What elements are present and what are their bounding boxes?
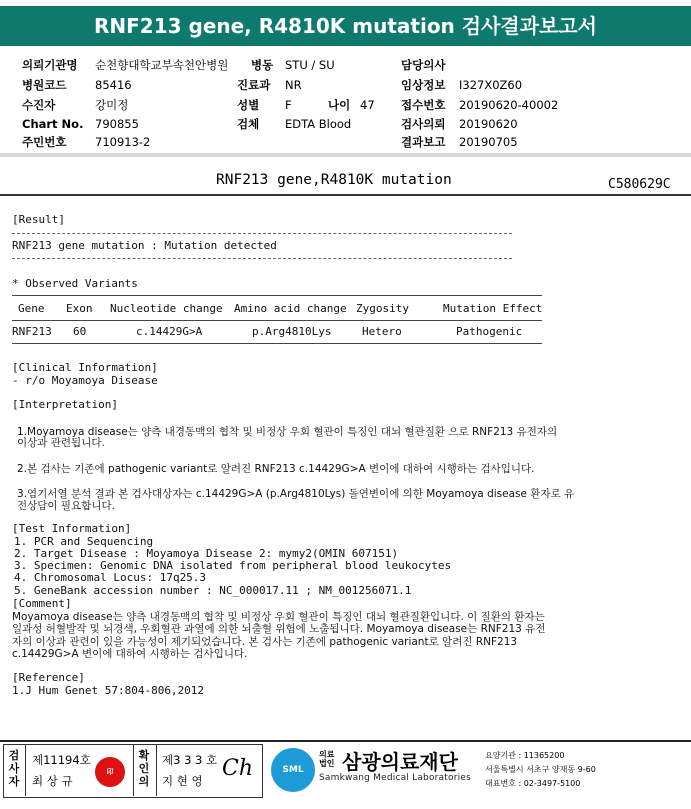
confirmer-label-1: 확: [138, 749, 150, 762]
inspector-license: 제11194호: [32, 753, 91, 767]
variants-rule-top: [12, 295, 542, 296]
result-heading: [Result]: [12, 213, 65, 226]
confirmer-label-2: 인: [138, 762, 150, 775]
observed-heading: * Observed Variants: [12, 277, 138, 290]
test-info-1: 1. PCR and Sequencing: [14, 535, 154, 548]
interpretation-heading: [Interpretation]: [12, 398, 118, 411]
label-specimen: 검체: [237, 117, 260, 131]
label-doctor: 담당의사: [401, 58, 446, 72]
value-specimen: EDTA Blood: [285, 117, 352, 131]
result-text: RNF213 gene mutation : Mutation detected: [12, 239, 277, 252]
comment-line-1: Moyamoya disease는 양측 내경동맥의 협착 및 비정상 우회 혈관이 특징인 대뇌 혈관질환입니다. 이 질환의 환자는: [12, 611, 545, 623]
value-report-date: 20190705: [459, 135, 518, 149]
inspector-label-2: 사: [8, 762, 20, 775]
label-requesting-institution: 의뢰기관명: [22, 58, 78, 72]
confirmer-license: 제3 3 3 호: [162, 753, 218, 767]
value-chart-no: 790855: [95, 117, 139, 131]
label-hospital-code: 병원코드: [22, 78, 67, 92]
label-ward: 병동: [251, 58, 274, 72]
footer-rule: [0, 740, 691, 742]
label-clinical-info: 임상정보: [401, 78, 446, 92]
test-info-heading: [Test Information]: [12, 522, 132, 535]
comment-line-4: c.14429G>A 변이에 대하여 시행하는 검사입니다.: [12, 648, 248, 660]
org-address: 서울특별시 서초구 양재동 9-60: [485, 765, 596, 774]
label-resident-no: 주민번호: [22, 135, 67, 149]
clinical-heading: [Clinical Information]: [12, 361, 158, 374]
comment-line-2: 일과성 허혈발작 및 뇌경색, 우회혈관 과열에 의한 뇌출혈 위험에 노출됩니다. Moyamoya disease는 RNF213 유전: [12, 623, 546, 635]
confirmer-name: 지 현 영: [162, 774, 203, 788]
comment-line-3: 자의 이상과 관련이 있을 가능성이 제기되었습니다. 본 검사는 기존에 pathogenic variant로 알려진 RNF213: [12, 636, 518, 648]
label-receipt-no: 접수번호: [401, 98, 446, 112]
label-sex: 성별: [237, 98, 260, 112]
reference-text: 1.J Hum Genet 57:804-806,2012: [12, 684, 205, 697]
logo-text: SML: [282, 765, 304, 775]
cell-mutation-effect: Pathogenic: [456, 325, 523, 338]
org-prefix: [319, 750, 334, 768]
value-requesting-institution: 순천향대학교부속천안병원: [95, 58, 229, 72]
value-sex: F: [285, 98, 292, 112]
comment-heading: [Comment]: [12, 597, 72, 610]
org-prefix-1: 의료: [319, 750, 335, 759]
inspector-name: 최 상 규: [32, 774, 73, 788]
label-patient: 수진자: [22, 98, 56, 112]
value-age: 47: [360, 98, 375, 112]
label-chart-no: Chart No.: [22, 117, 84, 131]
org-name: 삼광의료재단: [342, 750, 458, 774]
reference-heading: [Reference]: [12, 671, 85, 684]
cell-gene: RNF213: [12, 325, 52, 338]
interpretation-line-4: 3.염기서열 분석 결과 본 검사대상자는 c.14429G>A (p.Arg4810Lys) 돌연변이에 의한 Moyamoya disease 환자로 유: [17, 488, 575, 500]
value-department: NR: [285, 78, 302, 92]
variants-rule-mid: [12, 320, 542, 321]
interpretation-line-2: 이상과 관련됩니다.: [17, 437, 105, 449]
org-prefix-2: 법인: [319, 759, 335, 768]
col-amino-acid: Amino acid change: [234, 302, 347, 315]
result-rule-bottom: [12, 258, 512, 259]
col-zygosity: Zygosity: [356, 302, 409, 315]
col-mutation-effect: Mutation Effect: [443, 302, 543, 315]
value-request-date: 20190620: [459, 117, 518, 131]
cell-exon: 60: [73, 325, 87, 338]
signature: Ch: [222, 756, 254, 781]
clinical-text: - r/o Moyamoya Disease: [12, 374, 158, 387]
interpretation-line-1: 1.Moyamoya disease는 양측 내경동맥의 협착 및 비정상 우회 혈관이 특징인 대뇌 혈관질환 으로 RNF213 유전자의: [17, 426, 558, 438]
org-phone: 대표번호 : 02-3497-5100: [485, 779, 581, 788]
test-info-4: 4. Chromosomal Locus: 17q25.3: [14, 571, 207, 584]
label-department: 진료과: [237, 78, 271, 92]
report-title: RNF213 gene, R4810K mutation 검사결과보고서: [93, 14, 597, 38]
title-rule: [0, 194, 691, 196]
inspector-label-3: 자: [8, 775, 20, 788]
interpretation-line-3: 2.본 검사는 기존에 pathogenic variant로 알려진 RNF213 c.14429G>A 변이에 대하여 시행하는 검사입니다.: [17, 463, 535, 475]
official-stamp: 印: [95, 757, 125, 787]
value-clinical-info: I327X0Z60: [459, 78, 523, 92]
test-info-2: 2. Target Disease : Moyamoya Disease 2: mymy2(OMIN 607151): [14, 547, 399, 560]
label-report-date: 결과보고: [401, 135, 446, 149]
label-request-date: 검사의뢰: [401, 117, 446, 131]
col-exon: Exon: [66, 302, 93, 315]
value-patient: 강미정: [95, 98, 129, 112]
test-name: RNF213 gene,R4810K mutation: [216, 172, 452, 188]
sml-logo-icon: [271, 748, 315, 792]
org-english-name: Samkwang Medical Laboratories: [319, 773, 471, 783]
report-title-bar: [0, 6, 691, 46]
value-hospital-code: 85416: [95, 78, 132, 92]
cell-amino-acid: p.Arg4810Lys: [252, 325, 332, 338]
confirmer-label-3: 의: [138, 775, 150, 788]
org-institution-code: 요양기관 : 11365200: [485, 751, 565, 760]
inspector-label-1: 검: [8, 749, 20, 762]
variants-rule-bottom: [12, 343, 542, 344]
value-resident-no: 710913-2: [95, 135, 151, 149]
col-nucleotide: Nucleotide change: [110, 302, 223, 315]
interpretation-line-5: 전상담이 필요합니다.: [17, 500, 115, 512]
test-info-5: 5. GeneBank accession number : NC_000017.11 ; NM_001256071.1: [14, 584, 412, 597]
test-code: C580629C: [608, 177, 671, 192]
result-rule-top: [12, 233, 512, 234]
value-ward: STU / SU: [285, 58, 335, 72]
cell-nucleotide: c.14429G>A: [136, 325, 203, 338]
test-info-3: 3. Specimen: Genomic DNA isolated from peripheral blood leukocytes: [14, 559, 452, 572]
cell-zygosity: Hetero: [362, 325, 402, 338]
col-gene: Gene: [18, 302, 45, 315]
header-separator: [0, 153, 691, 157]
value-receipt-no: 20190620-40002: [459, 98, 559, 112]
label-age: 나이: [328, 98, 351, 112]
